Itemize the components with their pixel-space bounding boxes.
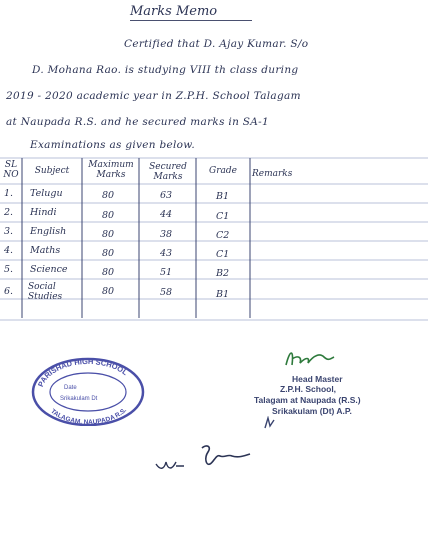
header-secured-marks: Secured Marks [149,162,187,182]
row-6-sl: 6. [4,286,14,297]
parent-signature [150,440,260,480]
row-5-grade: B2 [216,268,230,279]
seal-ring-bottom: TALAGAM, NAUPADA R.S. [49,406,129,426]
headmaster-signature [280,345,340,373]
svg-text:PARISHAD HIGH SCHOOL [36,357,130,388]
headmaster-district: Srikakulam (Dt) A.P. [272,406,352,416]
header-subject: Subject [34,166,70,176]
headmaster-school: Z.P.H. School, [280,384,337,394]
seal-district: Srikakulam Dt [60,396,98,402]
seal-ring-top: PARISHAD HIGH SCHOOL [36,356,130,389]
row-2-sl: 2. [4,207,14,218]
row-3-secured: 38 [160,229,173,240]
title-underline [130,20,252,21]
row-3-max: 80 [102,229,115,240]
headmaster-title: Head Master [292,374,343,384]
row-6-max: 80 [102,286,115,297]
row-4-secured: 43 [160,248,173,259]
svg-text:TALAGAM, NAUPADA R.S. [49,407,128,426]
row-5-sl: 5. [4,264,14,275]
header-grade: Grade [209,166,237,176]
row-4-max: 80 [102,248,115,259]
row-2-secured: 44 [160,209,173,220]
row-1-sl: 1. [4,188,14,199]
row-1-max: 80 [102,190,115,201]
row-6-grade: B1 [216,289,230,300]
row-2-max: 80 [102,210,115,221]
row-3-sl: 3. [4,226,14,237]
row-1-secured: 63 [160,190,173,201]
row-4-subject: Maths [30,245,61,256]
certificate-line-5: Examinations as given below. [30,139,195,151]
row-6-secured: 58 [160,287,173,298]
certificate-line-1: Certified that D. Ajay Kumar. S/o [124,38,309,50]
row-1-grade: B1 [216,191,230,202]
row-4-sl: 4. [4,245,14,256]
header-maximum-marks: Maximum Marks [88,160,134,180]
row-5-secured: 51 [160,267,173,278]
row-1-subject: Telugu [30,188,63,199]
school-seal [30,354,146,426]
certificate-line-3: 2019 - 2020 academic year in Z.P.H. School Talagam [6,90,301,102]
row-4-grade: C1 [216,249,230,260]
certificate-line-2: D. Mohana Rao. is studying VIII th class during [32,64,299,76]
row-3-subject: English [30,226,67,237]
row-6-subject: Social Studies [28,282,63,302]
row-3-grade: C2 [216,230,230,241]
initial-mark [262,416,278,430]
certificate-line-4: at Naupada R.S. and he secured marks in SA-1 [6,116,269,128]
row-2-grade: C1 [216,211,230,222]
headmaster-location: Talagam at Naupada (R.S.) [254,395,361,405]
memo-title: Marks Memo [130,4,218,19]
header-remarks: Remarks [252,169,293,179]
row-2-subject: Hindi [30,207,57,218]
row-5-max: 80 [102,267,115,278]
header-sl-no: SL NO [3,160,19,180]
row-5-subject: Science [30,264,68,275]
marks-table [0,154,428,324]
seal-date-label: Date [64,385,77,391]
